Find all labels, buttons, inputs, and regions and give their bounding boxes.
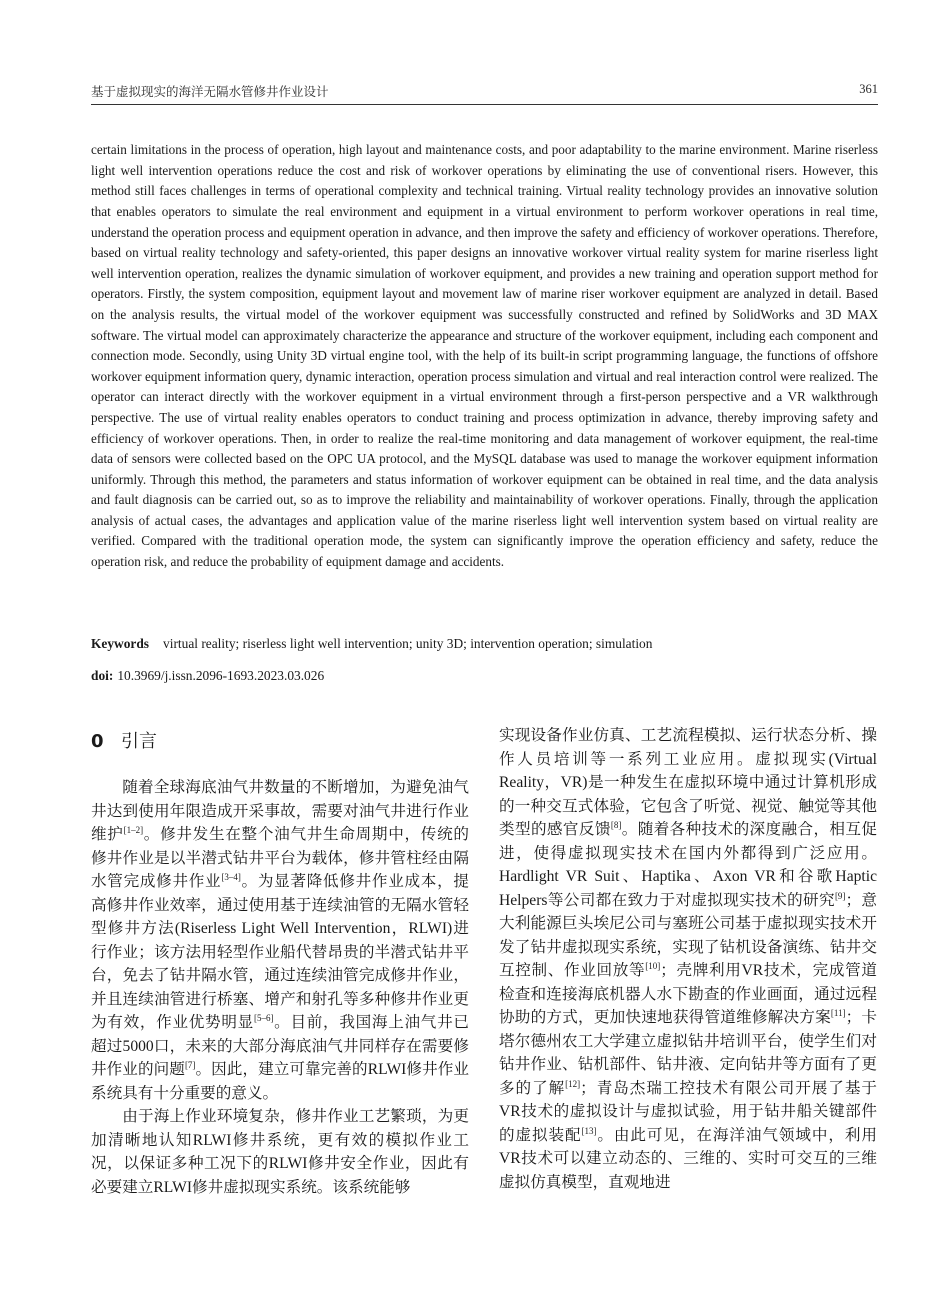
citation[interactable]: [12]: [565, 1078, 581, 1089]
intro-paragraph-2-continued: [499, 724, 877, 1194]
text-run: 随着全球海底油气井数量的不断增加，为避免油气井达到使用年限造成开采事故，需要对油气井进行作业维护: [91, 779, 469, 843]
text-run: ；壳牌利用VR技术，完成管道检查和连接海底机器人水下勘查的作业画面，通过远程协助的方式，更加快速地获得管道维修解决方案: [499, 962, 877, 1026]
text-run: 。由此可见，在海洋油气领域中，利用VR技术可以建立动态的、三维的、实时可交互的三维虚拟仿真模型，直观地进: [499, 1126, 877, 1191]
citation[interactable]: [8]: [610, 819, 622, 830]
keywords-label: Keywords: [91, 636, 150, 651]
text-run: 。随着各种技术的深度融合，相互促进，使得虚拟现实技术在国内外都得到广泛应用。Hardlight VR Suit、Haptika、Axon VR和谷歌Haptic Helpers等公司都在致力于对虚拟现实技术的研究: [499, 821, 877, 909]
intro-paragraph-1: [91, 776, 469, 1105]
page-number: 361: [859, 82, 878, 96]
intro-paragraph-2: 由于海上作业环境复杂，修井作业工艺繁琐，为更加清晰地认知RLWI修井系统，更有效的模拟作业工况，以保证多种工况下的RLWI修井安全作业，因此有必要建立RLWI修井虚拟现实系统。该系统能够: [91, 1108, 469, 1196]
text-run: 。因此，建立可靠完善的RLWI修井作业系统具有十分重要的意义。: [91, 1061, 469, 1102]
text-run: 。修井发生在整个油气井生命周期中，传统的修井作业是以半潜式钻井平台为载体，修井管柱经由隔水管完成修井作业: [91, 826, 469, 890]
doi-label: doi:: [91, 668, 114, 683]
text-run: ；意大利能源巨头埃尼公司与塞班公司基于虚拟现实技术开发了钻井虚拟现实系统，实现了钻机设备演练、钻井交互控制、作业回放等: [499, 891, 877, 979]
doi-line: [91, 666, 878, 686]
abstract-text: certain limitations in the process of operation, high layout and maintenance costs, and poor adaptability to the marine environment. Marine riserless light well intervention operations reduce the cost and risk of workover operations by eliminating the use of conventional risers. However, this method still faces challenges in terms of operational complexity and technical training. Virtual reality technology provides an innovative solution that enables operators to simulate the real environment and equipment in a virtual environment to perform workover operations in real time, understand the operation process and equipment operation in advance, and then improve the safety and efficiency of workover operations. Therefore, based on virtual reality technology and safety-oriented, this paper designs an innovative workover virtual reality system for marine riserless light well intervention operation, realizes the dynamic simulation of workover equipment, and provides a new training and operation support method for operators. Firstly, the system composition, equipment layout and movement law of marine riser workover equipment are analyzed in detail. Based on the analysis results, the virtual model of the workover equipment was successfully constructed and refined by SolidWorks and 3D MAX software. The virtual model can approximately characterize the appearance and structure of the workover equipment, including each component and connection mode. Secondly, using Unity 3D virtual engine tool, with the help of its built-in script programming language, the functions of offshore workover equipment information query, dynamic interaction, operation process simulation and virtual and real interaction control were realized. The operator can interact directly with the workover equipment in a virtual environment through a first-person perspective and a VR walkthrough perspective. The use of virtual reality enables operators to conduct training and process optimization in advance, thereby improving safety and efficiency of workover operations. Then, in order to realize the real-time monitoring and data management of workover equipment, the real-time data of sensors were collected based on the OPC UA protocol, and the MySQL database was used to manage the workover equipment information uniformly. Through this method, the parameters and status information of workover equipment can be obtained in real time, and the data analysis and fault diagnosis can be carried out, so as to improve the reliability and maintainability of workover operations. Finally, through the application analysis of actual cases, the advantages and application value of the marine riserless light well intervention system based on virtual reality are verified. Compared with the traditional operation mode, the system can significantly improve the operation efficiency and safety, reduce the operation risk, and reduce the probability of equipment damage and accidents.: [91, 142, 878, 570]
citation[interactable]: [10]: [645, 960, 661, 971]
header-divider: [91, 104, 878, 105]
running-header-title: 基于虚拟现实的海洋无隔水管修井作业设计: [91, 85, 329, 99]
citation[interactable]: [9]: [834, 890, 846, 901]
section-number: 0: [91, 731, 104, 752]
citation[interactable]: [7]: [184, 1059, 196, 1070]
left-column: [91, 724, 469, 1199]
section-heading: [91, 730, 469, 766]
text-run: 。为显著降低修井作业成本，提高修井作业效率，通过使用基于连续油管的无隔水管轻型修井方法(Riserless Light Well Intervention，RLWI)进行作业；该方法用轻型作业船代替昂贵的半潜式钻井平台，免去了钻井隔水管，通过连续油管完成修井作业，并且连续油管进行桥塞、增产和射孔等多种修井作业更为有效，作业优势明显: [91, 873, 469, 1031]
text-run: ；青岛杰瑞工控技术有限公司开展了基于VR技术的虚拟设计与虚拟试验，用于钻井船关键部件的虚拟装配: [499, 1079, 877, 1144]
section-title: 引言: [121, 731, 157, 752]
keywords-text: virtual reality; riserless light well intervention; unity 3D; intervention operation; simulation: [163, 636, 653, 651]
text-run: ；卡塔尔德州农工大学建立虚拟钻井培训平台，使学生们对钻井作业、钻机部件、钻井液、定向钻井等方面有了更多的了解: [499, 1009, 877, 1097]
keywords-line: [91, 634, 878, 654]
right-column: [499, 724, 877, 1194]
text-run: 。目前，我国海上油气井已超过5000口，未来的大部分海底油气井同样存在需要修井作业的问题: [91, 1014, 469, 1078]
citation[interactable]: [11]: [830, 1007, 846, 1018]
citation[interactable]: [13]: [581, 1125, 597, 1136]
citation[interactable]: [5–6]: [253, 1012, 274, 1023]
citation[interactable]: [3–4]: [221, 871, 241, 882]
doi-value[interactable]: 10.3969/j.issn.2096-1693.2023.03.026: [117, 668, 325, 683]
running-header: [91, 82, 878, 102]
citation[interactable]: [1–2]: [123, 824, 144, 835]
text-run: 实现设备作业仿真、工艺流程模拟、运行状态分析、操作人员培训等一系列工业应用。虚拟现实(Virtual Reality，VR)是一种发生在虚拟环境中通过计算机形成的一种交互式体验，它包含了听觉、视觉、触觉等其他类型的感官反馈: [499, 727, 877, 838]
